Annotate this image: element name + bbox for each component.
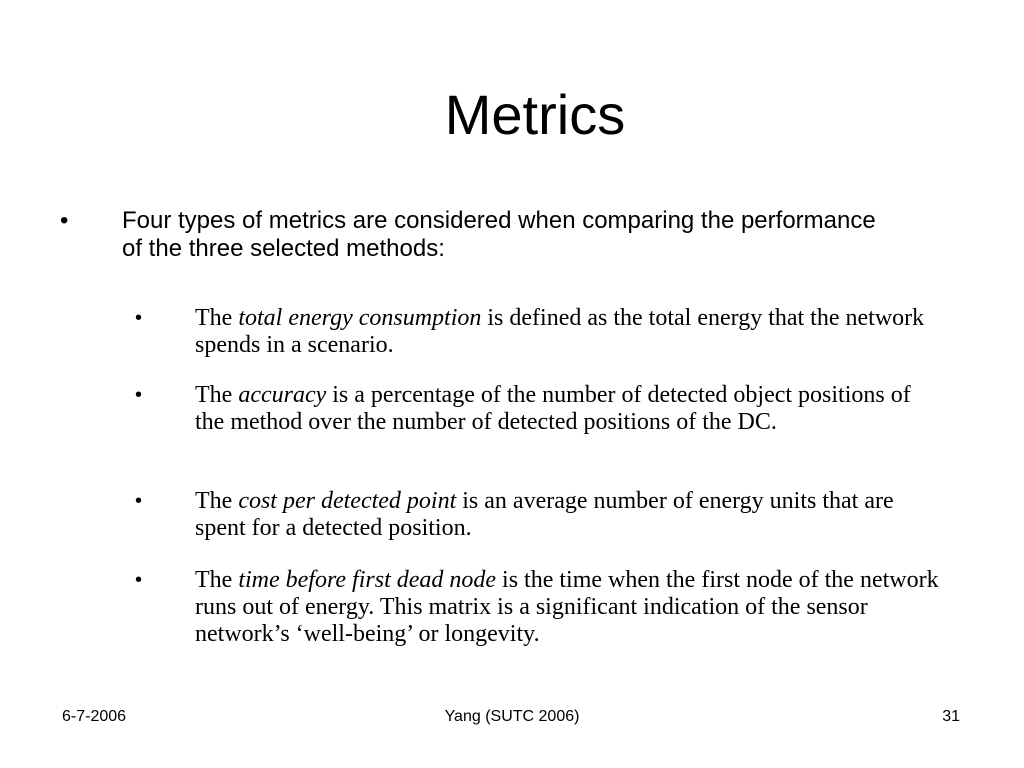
sub-bullet-rest: is a percentage of the number of detected object positions of the method over the number of detected positions of the DC. [195, 382, 911, 435]
footer-page-number: 31 [942, 708, 960, 725]
footer-date: 6-7-2006 [62, 708, 127, 725]
sub-bullet-rest: is the time when the first node of the network runs out of energy. This matrix is a significant indication of the sensor network’s ‘well-being’ or longevity. [195, 567, 939, 647]
main-bullet-text: Four types of metrics are considered when comparing the performance of the three selected methods: [122, 207, 876, 262]
sub-bullet-prefix: The [195, 567, 239, 593]
sub-bullet-text [195, 305, 945, 359]
sub-bullet-prefix: The [195, 305, 239, 331]
sub-bullet-term: cost per detected point [238, 488, 457, 514]
sub-bullet-rest: is defined as the total energy that the network spends in a scenario. [195, 305, 925, 358]
sub-bullet-term: accuracy [238, 382, 327, 408]
bullet-marker: • [135, 490, 143, 512]
slide-title: Metrics [444, 83, 626, 146]
sub-bullet-text [195, 567, 945, 648]
sub-bullet-term: total energy consumption [238, 305, 482, 331]
sub-bullet-text [195, 382, 945, 436]
bullet-marker: • [60, 207, 69, 234]
sub-bullet-text [195, 488, 945, 542]
bullet-marker: • [135, 307, 143, 329]
sub-bullet-prefix: The [195, 382, 239, 408]
sub-bullet-term: time before first dead node [238, 567, 497, 593]
footer-author: Yang (SUTC 2006) [444, 708, 580, 725]
sub-bullet-rest: is an average number of energy units that are spent for a detected position. [195, 488, 894, 541]
bullet-marker: • [135, 384, 143, 406]
bullet-marker: • [135, 569, 143, 591]
sub-bullet-prefix: The [195, 488, 239, 514]
